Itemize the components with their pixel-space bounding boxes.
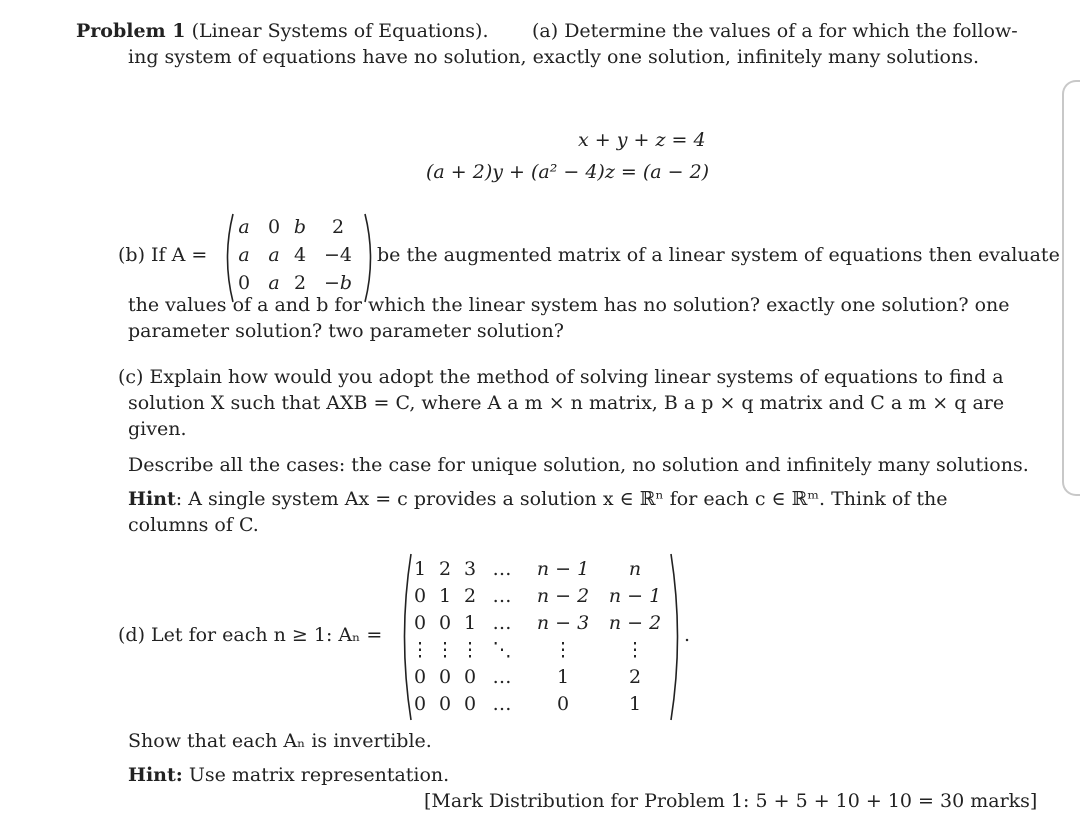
matrix-cell: 2	[438, 558, 452, 580]
matrix-cell: ⋱	[492, 639, 512, 661]
matrix-cell: a	[268, 272, 280, 294]
matrix-cell: −4	[323, 244, 352, 266]
matrix-cell: ⋮	[435, 639, 455, 661]
matrix-an	[398, 552, 684, 722]
part-c-line2: solution X such that AXB = C, where A a m × n matrix, B a p × q matrix and C a m × q are	[128, 392, 1005, 414]
matrix-cell: 0	[267, 216, 281, 238]
part-a-intro-1: (a) Determine the values of a for which the follow-	[532, 20, 1018, 42]
matrix-cell: 1	[556, 666, 570, 688]
scrollbar[interactable]	[1062, 80, 1080, 496]
matrix-cell: 3	[463, 558, 477, 580]
part-c-line3: given.	[128, 418, 187, 440]
matrix-cell: 2	[628, 666, 642, 688]
part-b-trail: be the augmented matrix of a linear system of equations then evaluate	[377, 244, 1060, 266]
matrix-cell: 0	[413, 585, 427, 607]
matrix-cell: ⋮	[625, 639, 645, 661]
matrix-cell: 2	[463, 585, 477, 607]
matrix-cell: …	[492, 693, 512, 715]
hint-label: Hint	[128, 488, 176, 510]
matrix-cell: 0	[413, 666, 427, 688]
matrix-cell: a	[238, 216, 250, 238]
matrix-cell: …	[492, 558, 512, 580]
matrix-cell: 1	[628, 693, 642, 715]
matrix-cell: ⋮	[553, 639, 573, 661]
matrix-cell: n − 1	[608, 585, 662, 607]
matrix-cell: 2	[331, 216, 345, 238]
problem-header	[76, 20, 488, 42]
hint-text: Use matrix representation.	[188, 764, 450, 786]
part-c-hint-line2: columns of C.	[128, 514, 259, 536]
matrix-cell: n − 3	[536, 612, 590, 634]
matrix-cell: 1	[438, 585, 452, 607]
matrix-cell: 0	[413, 693, 427, 715]
equation-2: (a + 2)y + (a² − 4)z = (a − 2)	[426, 161, 710, 183]
matrix-cell: ⋮	[460, 639, 480, 661]
right-paren	[670, 552, 684, 722]
hint-label: Hint:	[128, 764, 183, 786]
matrix-cell: …	[492, 585, 512, 607]
part-d-hint	[128, 764, 449, 786]
matrix-period: .	[684, 624, 691, 646]
part-b-line3: parameter solution? two parameter solution?	[128, 320, 564, 342]
part-c-hint	[128, 488, 948, 510]
matrix-cell: −b	[323, 272, 353, 294]
matrix-cell: 0	[556, 693, 570, 715]
part-d-show: Show that each Aₙ is invertible.	[128, 730, 432, 752]
matrix-a	[222, 212, 377, 304]
matrix-cell: 0	[438, 666, 452, 688]
matrix-cell: n	[628, 558, 642, 580]
problem-heading: Problem 1	[76, 20, 186, 42]
matrix-cell: a	[268, 244, 280, 266]
matrix-cell: n − 2	[536, 585, 590, 607]
part-a-intro-2: ing system of equations have no solution, exactly one solution, infinitely many solutions.	[128, 46, 980, 68]
matrix-cell: a	[238, 244, 250, 266]
matrix-cell: 0	[438, 612, 452, 634]
part-d-lead: (d) Let for each n ≥ 1: Aₙ =	[118, 624, 383, 646]
matrix-cell: n − 2	[608, 612, 662, 634]
part-b-line2: the values of a and b for which the linear system has no solution? exactly one solution? one	[128, 294, 1010, 316]
matrix-cell: 2	[293, 272, 307, 294]
matrix-cell: 0	[463, 693, 477, 715]
problem-title: (Linear Systems of Equations).	[191, 20, 489, 42]
hint-text: : A single system Ax = c provides a solution x ∈ ℝⁿ for each c ∈ ℝᵐ. Think of the	[175, 488, 948, 510]
matrix-cell: 0	[237, 272, 251, 294]
matrix-cell: 4	[293, 244, 307, 266]
part-c-line1: (c) Explain how would you adopt the method of solving linear systems of equations to find a	[118, 366, 1004, 388]
matrix-cell: 1	[463, 612, 477, 634]
right-paren	[364, 212, 376, 304]
matrix-cell: …	[492, 666, 512, 688]
matrix-cell: b	[293, 216, 307, 238]
matrix-cell: n − 1	[536, 558, 590, 580]
matrix-cell: 0	[463, 666, 477, 688]
matrix-cell: …	[492, 612, 512, 634]
matrix-cell: 0	[438, 693, 452, 715]
mark-distribution: [Mark Distribution for Problem 1: 5 + 5 + 10 + 10 = 30 marks]	[424, 790, 1038, 812]
matrix-cell: 0	[413, 612, 427, 634]
matrix-cell: 1	[413, 558, 427, 580]
equation-1: x + y + z = 4	[578, 129, 706, 151]
part-b-lead: (b) If A =	[118, 244, 208, 266]
matrix-cell: ⋮	[410, 639, 430, 661]
part-c-cases: Describe all the cases: the case for unique solution, no solution and infinitely many solutions.	[128, 454, 1029, 476]
